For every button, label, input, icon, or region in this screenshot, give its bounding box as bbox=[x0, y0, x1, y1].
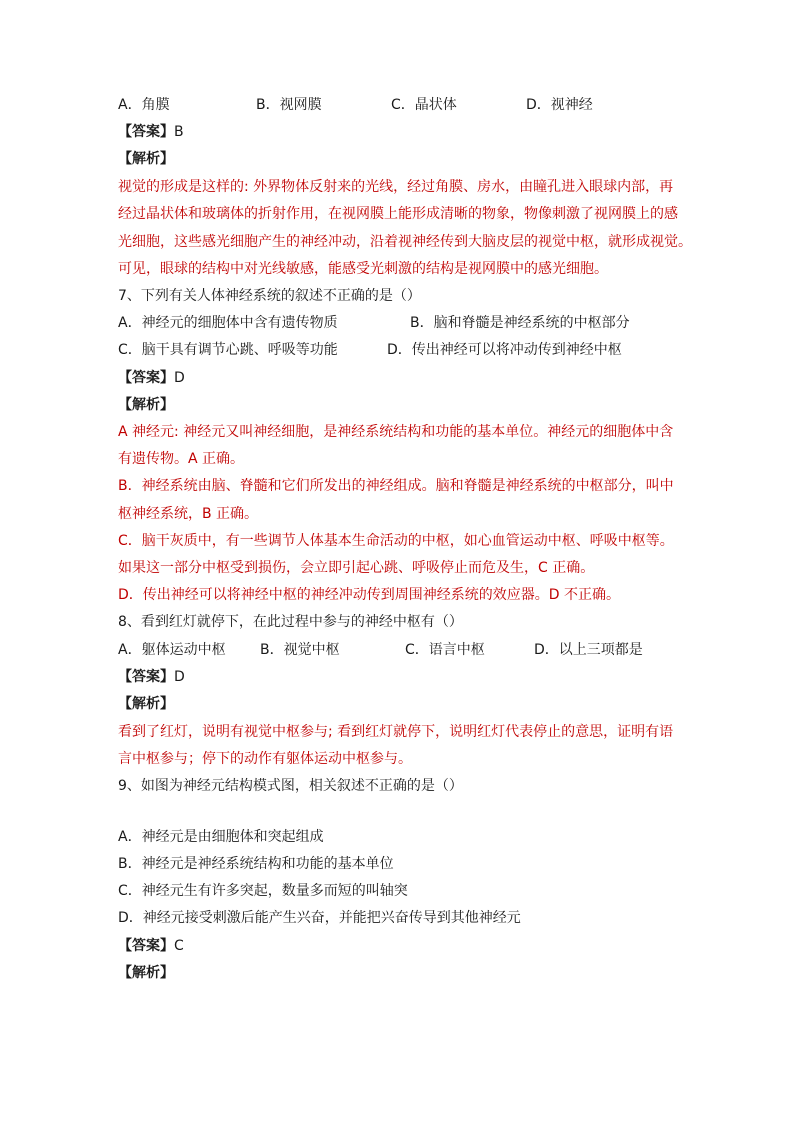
q6-analysis-line: 经过晶状体和玻璃体的折射作用，在视网膜上能形成清晰的物象，物像刺激了视网膜上的感 bbox=[118, 206, 678, 222]
answer-value: B bbox=[174, 124, 184, 140]
q8-option-c: C．语言中枢 bbox=[405, 642, 485, 658]
q8-analysis-line: 言中枢参与；停下的动作有躯体运动中枢参与。 bbox=[118, 751, 412, 767]
q7-stem: 7、下列有关人体神经系统的叙述不正确的是（） bbox=[118, 288, 421, 304]
q7-analysis-line: D．传出神经可以将神经中枢的神经冲动传到周围神经系统的效应器。D 不正确。 bbox=[118, 587, 621, 603]
q9-option-a: A．神经元是由细胞体和突起组成 bbox=[118, 829, 324, 845]
answer-label: 【答案】 bbox=[118, 124, 174, 140]
q8-option-a: A．躯体运动中枢 bbox=[118, 642, 226, 658]
q6-analysis-line: 可见，眼球的结构中对光线敏感，能感受光刺激的结构是视网膜中的感光细胞。 bbox=[118, 261, 608, 277]
q7-option-a: A．神经元的细胞体中含有遗传物质 bbox=[118, 315, 338, 331]
q9-option-b: B．神经元是神经系统结构和功能的基本单位 bbox=[118, 856, 394, 872]
q7-analysis-line: 枢神经系统，B 正确。 bbox=[118, 506, 259, 522]
q6-answer bbox=[118, 122, 184, 142]
q7-option-d: D．传出神经可以将冲动传到神经中枢 bbox=[387, 342, 622, 358]
q9-option-c: C．神经元生有许多突起，数量多而短的叫轴突 bbox=[118, 883, 408, 899]
answer-label: 【答案】 bbox=[118, 669, 174, 685]
q6-analysis-line: 视觉的形成是这样的: 外界物体反射来的光线，经过角膜、房水，由瞳孔进入眼球内部，再 bbox=[118, 179, 674, 195]
q8-analysis-label: 【解析】 bbox=[118, 696, 174, 712]
q8-analysis-line: 看到了红灯，说明有视觉中枢参与; 看到红灯就停下，说明红灯代表停止的意思，证明有语 bbox=[118, 724, 674, 740]
q7-analysis-line: B．神经系统由脑、脊髓和它们所发出的神经组成。脑和脊髓是神经系统的中枢部分，叫中 bbox=[118, 478, 674, 494]
answer-value: D bbox=[174, 669, 185, 685]
q7-analysis-line: 有遗传物。A 正确。 bbox=[118, 451, 245, 467]
q7-analysis-line: 如果这一部分中枢受到损伤，会立即引起心跳、呼吸停止而危及生，C 正确。 bbox=[118, 560, 595, 576]
q8-answer bbox=[118, 667, 185, 687]
q7-option-c: C．脑干具有调节心跳、呼吸等功能 bbox=[118, 342, 338, 358]
q9-analysis-label: 【解析】 bbox=[118, 965, 174, 981]
q8-stem: 8、看到红灯就停下，在此过程中参与的神经中枢有（） bbox=[118, 614, 463, 630]
q6-analysis-line: 光细胞，这些感光细胞产生的神经冲动，沿着视神经传到大脑皮层的视觉中枢，就形成视觉。 bbox=[118, 234, 692, 250]
q7-analysis-line: C．脑干灰质中，有一些调节人体基本生命活动的中枢，如心血管运动中枢、呼吸中枢等。 bbox=[118, 533, 674, 549]
q9-option-d: D．神经元接受刺激后能产生兴奋，并能把兴奋传导到其他神经元 bbox=[118, 910, 521, 926]
q7-option-b: B．脑和脊髓是神经系统的中枢部分 bbox=[410, 315, 630, 331]
answer-value: D bbox=[174, 370, 185, 386]
q7-analysis-line: A 神经元: 神经元又叫神经细胞，是神经系统结构和功能的基本单位。神经元的细胞体中含 bbox=[118, 424, 674, 440]
answer-label: 【答案】 bbox=[118, 370, 174, 386]
q6-option-a: A．角膜 bbox=[118, 97, 170, 113]
answer-label: 【答案】 bbox=[118, 938, 174, 954]
q6-option-b: B．视网膜 bbox=[256, 97, 322, 113]
answer-value: C bbox=[174, 938, 184, 954]
q6-option-d: D．视神经 bbox=[526, 97, 593, 113]
q9-answer bbox=[118, 936, 184, 956]
q7-answer bbox=[118, 368, 185, 388]
q6-option-c: C．晶状体 bbox=[391, 97, 457, 113]
q9-stem: 9、如图为神经元结构模式图，相关叙述不正确的是（） bbox=[118, 778, 463, 794]
q8-option-b: B．视觉中枢 bbox=[260, 642, 340, 658]
q8-option-d: D．以上三项都是 bbox=[534, 642, 643, 658]
q6-analysis-label: 【解析】 bbox=[118, 151, 174, 167]
q7-analysis-label: 【解析】 bbox=[118, 397, 174, 413]
